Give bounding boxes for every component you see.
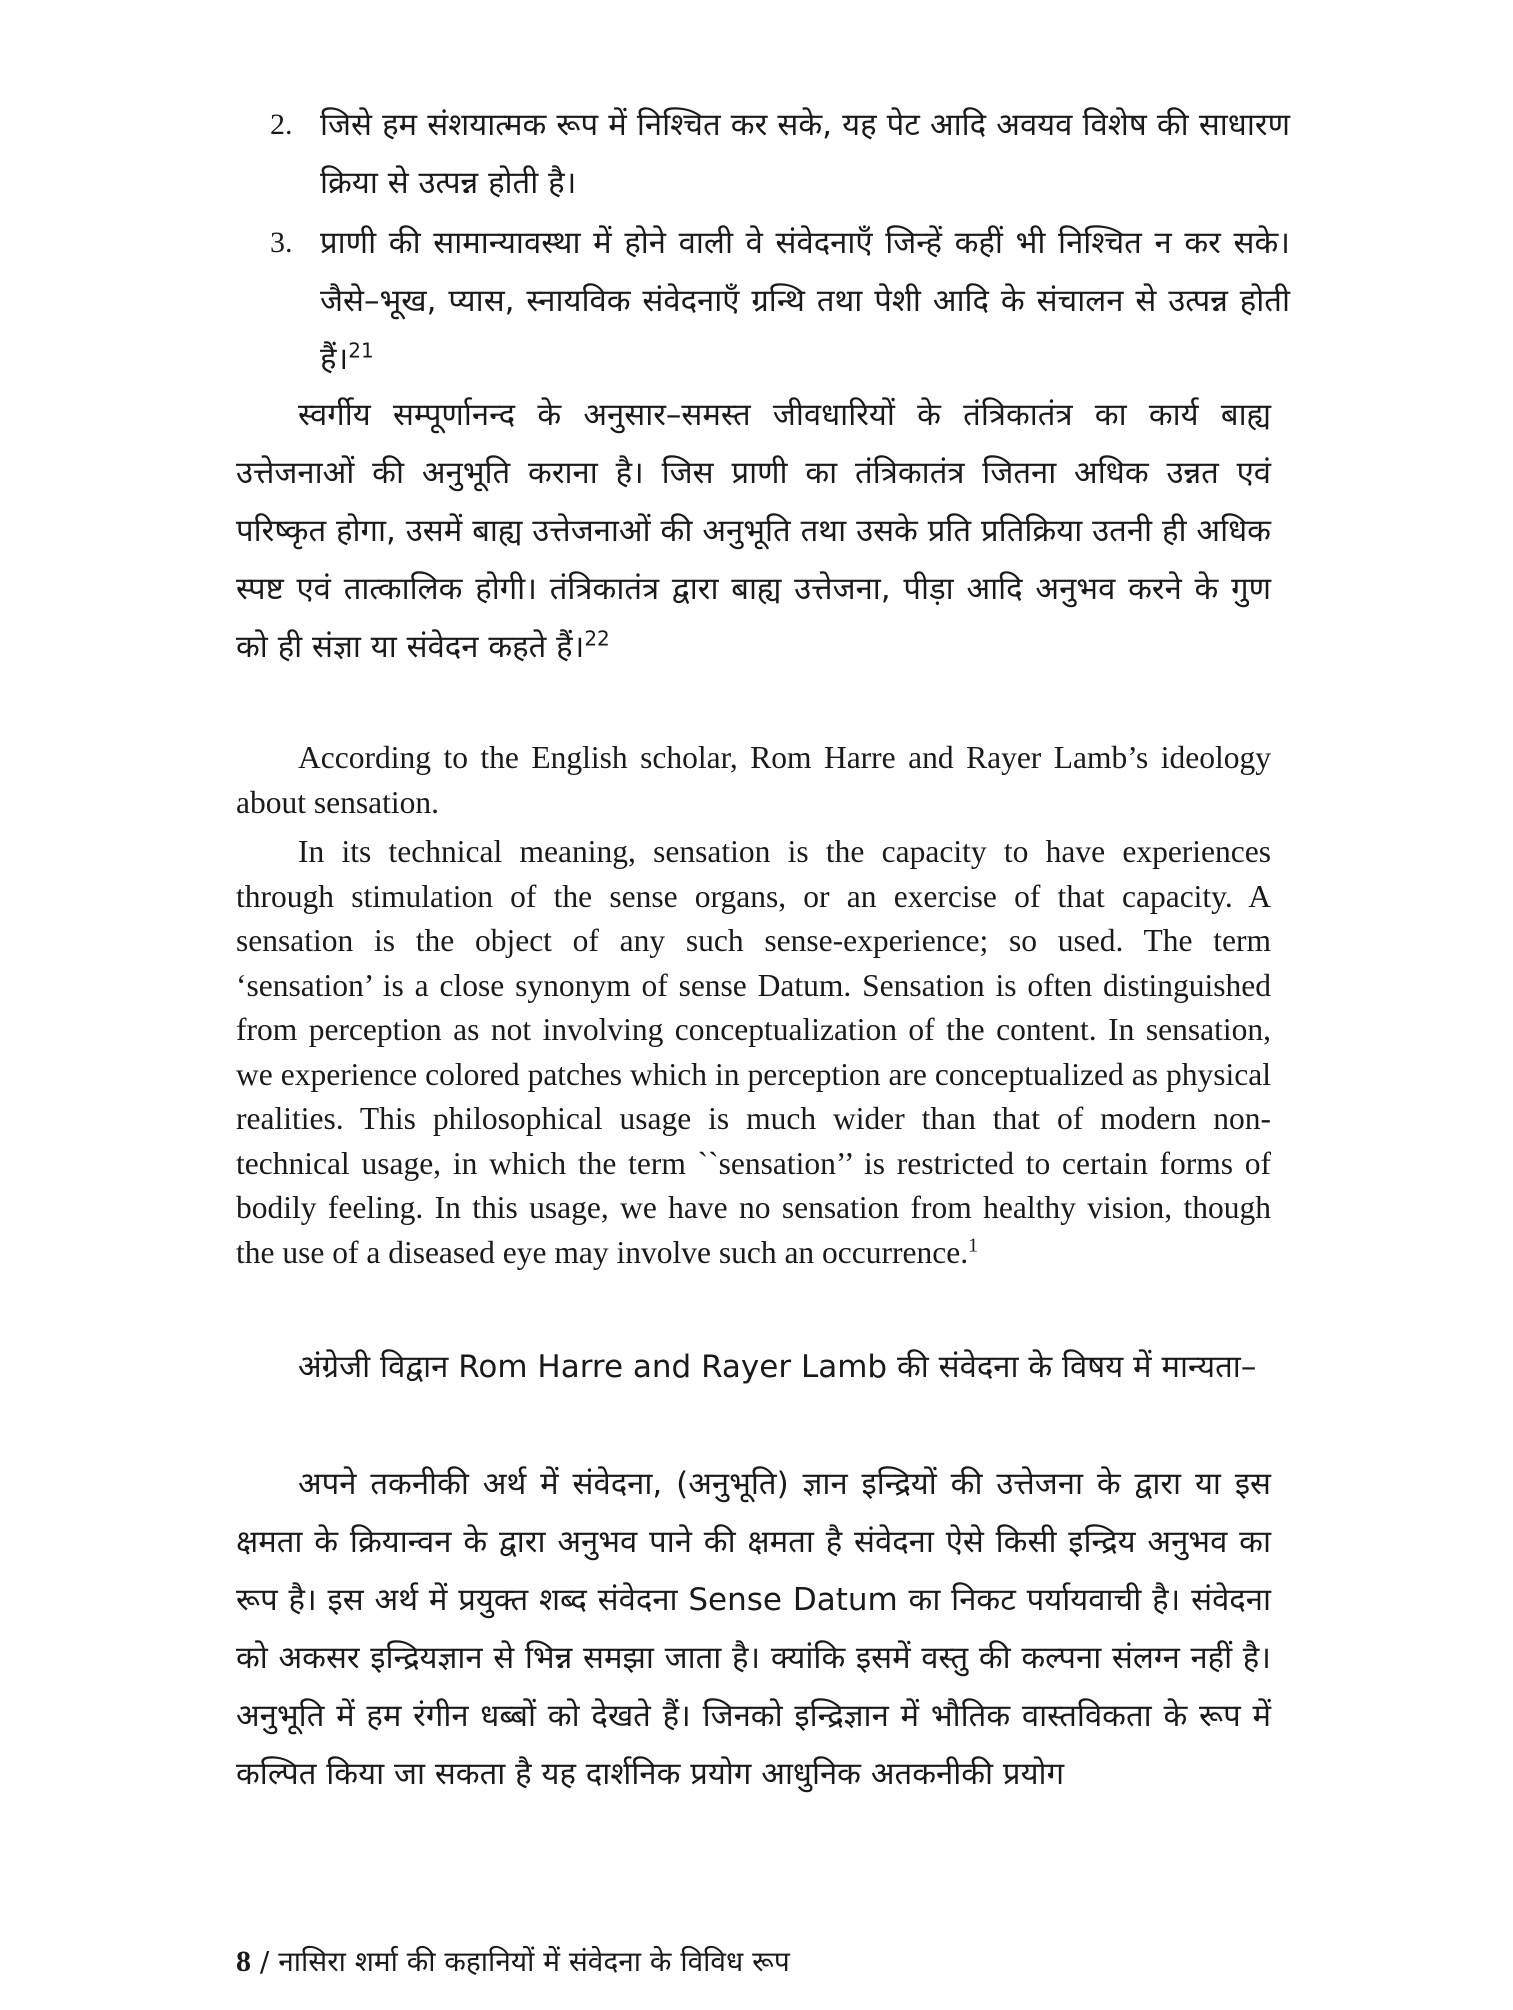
- list-item-text: प्राणी की सामान्यावस्था में होने वाली वे संवेदनाएँ जिन्हें कहीं भी निश्चित न कर सके। जैसे–भूख, प्यास, स्नायविक संवेदनाएँ ग्रन्थि तथा पेशी आदि के संचालन से उत्पन्न होती हैं।: [320, 225, 1290, 377]
- list-item: [270, 96, 1290, 212]
- list-item-number: 2.: [270, 108, 293, 141]
- paragraph-text: स्वर्गीय सम्पूर्णानन्द के अनुसार–समस्त जीवधारियों के तंत्रिकातंत्र का कार्य बाह्य उत्तेजनाओं की अनुभूति कराना है। जिस प्राणी का तंत्रिकातंत्र जितना अधिक उन्नत एवं परिष्कृत होगा, उसमें बाह्य उत्तेजनाओं की अनुभूति तथा उसके प्रति प्रतिक्रिया उतनी ही अधिक स्पष्ट एवं तात्कालिक होगी। तंत्रिकातंत्र द्वारा बाह्य उत्तेजना, पीड़ा आदि अनुभव करने के गुण को ही संज्ञा या संवेदन कहते हैं।: [236, 397, 1271, 665]
- paragraph-text: In its technical meaning, sensation is the capacity to have experiences through stimulation of the sense organs, or an exercise of that capacity. A sensation is the object of any such sense-experience; so used. The term ‘sensation’ is a close synonym of sense Datum. Sensation is often distinguished from perception as not involving conceptualization of the content. In sensation, we experience colored patches which in perception are conceptualized as physical realities. This philosophical usage is much wider than that of modern non-technical usage, in which the term ``sensation’’ is restricted to certain forms of bodily feeling. In this usage, we have no sensation from healthy vision, though the use of a diseased eye may involve such an occurrence.: [236, 834, 1271, 1270]
- list-item-number: 3.: [270, 226, 293, 259]
- footnote-marker: 22: [584, 626, 610, 651]
- footer-separator: /: [259, 1945, 270, 1978]
- page-number: 8: [236, 1945, 251, 1978]
- page-footer: [236, 1942, 790, 1980]
- paragraph-english-body: [236, 830, 1271, 1275]
- list-item: [270, 214, 1290, 388]
- footnote-marker: 21: [348, 338, 374, 363]
- paragraph-sampurnanand: [236, 386, 1271, 676]
- book-title: नासिरा शर्मा की कहानियों में संवेदना के विविध रूप: [278, 1945, 790, 1978]
- paragraph-english-intro: According to the English scholar, Rom Harre and Rayer Lamb’s ideology about sensation.: [236, 740, 1271, 820]
- paragraph-hindi-intro: अंग्रेजी विद्वान Rom Harre and Rayer Lamb की संवेदना के विषय में मान्यता–: [298, 1349, 1257, 1385]
- list-item-text: जिसे हम संशयात्मक रूप में निश्चित कर सके, यह पेट आदि अवयव विशेष की साधारण क्रिया से उत्पन्न होती है।: [320, 107, 1290, 201]
- footnote-marker: 1: [968, 1234, 979, 1256]
- paragraph-hindi-body: अपने तकनीकी अर्थ में संवेदना, (अनुभूति) ज्ञान इन्द्रियों की उत्तेजना के द्वारा या इस क्षमता के क्रियान्वन के द्वारा अनुभव पाने की क्षमता है संवेदना ऐसे किसी इन्द्रिय अनुभव का रूप है। इस अर्थ में प्रयुक्त शब्द संवेदना Sense Datum का निकट पर्यायवाची है। संवेदना को अकसर इन्द्रियज्ञान से भिन्न समझा जाता है। क्यांकि इसमें वस्तु की कल्पना संलग्न नहीं है। अनुभूति में हम रंगीन धब्बों को देखते हैं। जिनको इन्द्रिज्ञान में भौतिक वास्तविकता के रूप में कल्पित किया जा सकता है यह दार्शनिक प्रयोग आधुनिक अतकनीकी प्रयोग: [236, 1466, 1271, 1792]
